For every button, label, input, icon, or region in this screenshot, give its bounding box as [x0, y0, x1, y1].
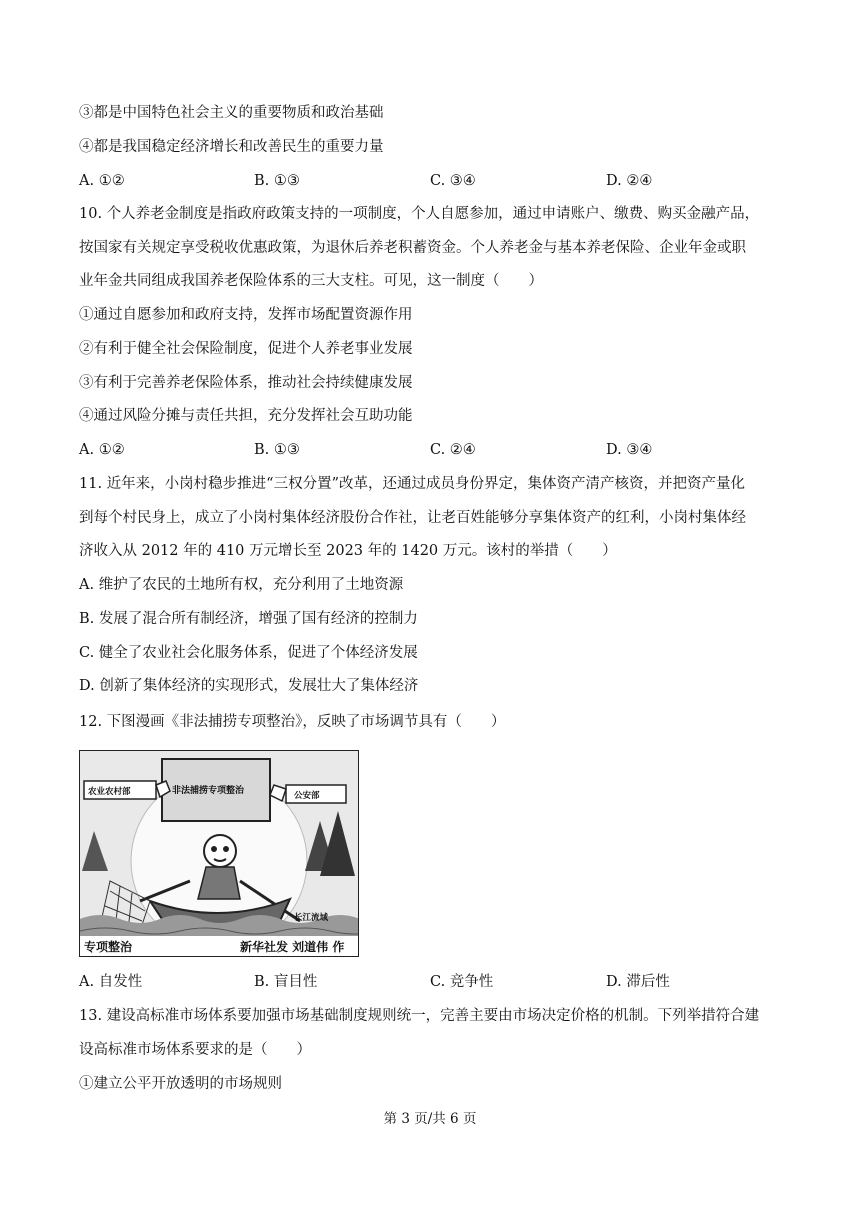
q9-option-a: A. ①②	[79, 173, 125, 189]
q12-option-d: D. 滞后性	[606, 974, 670, 990]
q10-statement-4: ④通过风险分摊与责任共担，充分发挥社会互助功能	[79, 408, 413, 424]
q9-option-c: C. ③④	[430, 173, 476, 189]
q13-stem-line-1: 13. 建设高标准市场体系要加强市场基础制度规则统一，完善主要由市场决定价格的机制。下列举措符合建	[79, 1008, 760, 1024]
q11-option-a: A. 维护了农民的土地所有权，充分利用了土地资源	[79, 577, 404, 593]
q12-stem: 12. 下图漫画《非法捕捞专项整治》，反映了市场调节具有（ ）	[79, 714, 506, 730]
comic-right-sign: 公安部	[294, 791, 320, 801]
q11-stem-line-2: 到每个村民身上，成立了小岗村集体经济股份合作社，让老百姓能够分享集体资产的红利，小岗村集体经	[79, 510, 746, 526]
q10-option-d: D. ③④	[606, 442, 653, 458]
comic-left-sign: 农业农村部	[88, 787, 131, 797]
q11-stem-line-1: 11. 近年来，小岗村稳步推进“三权分置”改革，还通过成员身份界定，集体资产清产核资，并把资产量化	[79, 476, 745, 492]
q13-stem-line-2: 设高标准市场体系要求的是（ ）	[79, 1042, 311, 1058]
q10-options	[79, 440, 799, 460]
q9-option-b: B. ①③	[254, 173, 300, 189]
q10-option-a: A. ①②	[79, 442, 125, 458]
q9-statement-4: ④都是我国稳定经济增长和改善民生的重要力量	[79, 139, 384, 155]
q10-stem-line-1: 10. 个人养老金制度是指政府政策支持的一项制度，个人自愿参加，通过申请账户、缴费、购买金融产品，	[79, 206, 760, 222]
q11-option-d: D. 创新了集体经济的实现形式，发展壮大了集体经济	[79, 678, 419, 694]
q10-statement-1: ①通过自愿参加和政府支持，发挥市场配置资源作用	[79, 307, 413, 323]
comic-caption-left: 专项整治	[84, 940, 133, 954]
q10-option-c: C. ②④	[430, 442, 476, 458]
q10-statement-3: ③有利于完善养老保险体系，推动社会持续健康发展	[79, 375, 413, 391]
q10-stem-line-2: 按国家有关规定享受税收优惠政策，为退休后养老积蓄资金。个人养老金与基本养老保险、企业年金或职	[79, 240, 746, 256]
comic-river-label: 长江流域	[294, 913, 329, 923]
q11-option-b: B. 发展了混合所有制经济，增强了国有经济的控制力	[79, 611, 418, 627]
q11-stem-line-3: 济收入从 2012 年的 410 万元增长至 2023 年的 1420 万元。该村的举措（ ）	[79, 543, 617, 559]
q9-options	[79, 171, 799, 191]
q12-option-c: C. 竞争性	[430, 974, 494, 990]
comic-illustration	[79, 750, 359, 957]
q13-statement-1: ①建立公平开放透明的市场规则	[79, 1076, 282, 1092]
q11-option-c: C. 健全了农业社会化服务体系，促进了个体经济发展	[79, 645, 418, 661]
q10-option-b: B. ①③	[254, 442, 300, 458]
page-footer: 第 3 页/共 6 页	[383, 1111, 477, 1127]
comic-caption-right: 新华社发 刘道伟 作	[240, 940, 345, 954]
q12-option-a: A. 自发性	[79, 974, 143, 990]
q9-statement-3: ③都是中国特色社会主义的重要物质和政治基础	[79, 105, 384, 121]
comic-drawing	[80, 751, 358, 956]
q12-options	[79, 972, 799, 992]
comic-banner-text: 非法捕捞专项整治	[172, 786, 245, 796]
q9-option-d: D. ②④	[606, 173, 653, 189]
q10-stem-line-3: 业年金共同组成我国养老保险体系的三大支柱。可见，这一制度（ ）	[79, 273, 543, 289]
q10-statement-2: ②有利于健全社会保险制度，促进个人养老事业发展	[79, 341, 413, 357]
q12-option-b: B. 盲目性	[254, 974, 318, 990]
